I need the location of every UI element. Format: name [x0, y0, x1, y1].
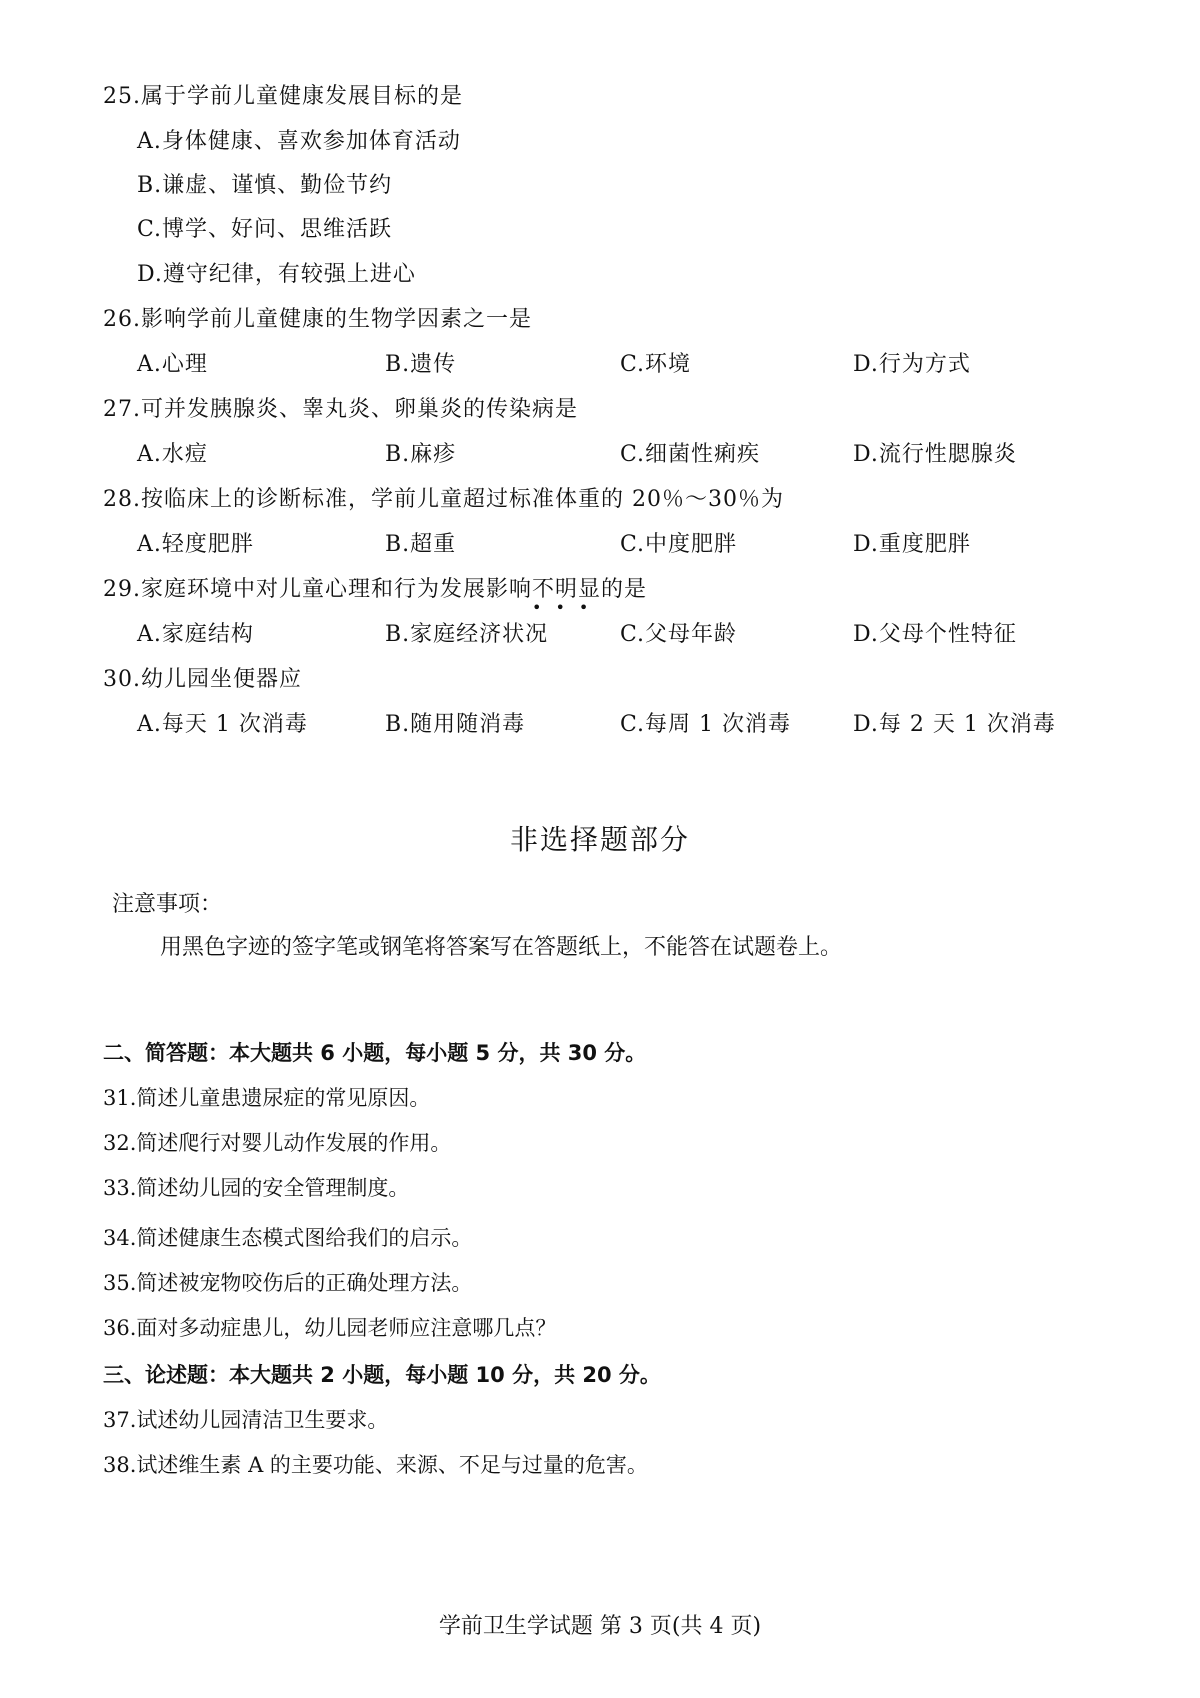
question-28	[103, 485, 784, 515]
options-29	[0, 620, 1200, 650]
notice-label: 注意事项：	[112, 892, 223, 917]
option-25-a: A.身体健康、喜欢参加体育活动	[137, 129, 461, 154]
question-30	[103, 665, 302, 695]
question-text: 按临床上的诊断标准，学前儿童超过标准体重的 20％～30％为	[141, 487, 784, 512]
question-33: 33.简述幼儿园的安全管理制度。	[103, 1176, 410, 1200]
option-30-a: A.每天 1 次消毒	[137, 712, 308, 737]
option-25-b: B.谦虚、谨慎、勤俭节约	[137, 173, 393, 198]
option-28-c: C.中度肥胖	[620, 532, 738, 557]
section-heading-non-choice: 非选择题部分	[509, 823, 690, 856]
option-25-d: D.遵守纪律，有较强上进心	[137, 262, 416, 287]
options-30	[0, 710, 1200, 740]
option-28-d: D.重度肥胖	[853, 532, 971, 557]
option-29-c: C.父母年龄	[620, 622, 738, 647]
option-27-a: A.水痘	[137, 442, 208, 467]
part2-heading: 二、简答题：本大题共 6 小题，每小题 5 分，共 30 分。	[103, 1041, 647, 1065]
emphasis-word: 不明显	[532, 577, 602, 602]
question-34: 34.简述健康生态模式图给我们的启示。	[103, 1226, 473, 1250]
question-38: 38.试述维生素 A 的主要功能、来源、不足与过量的危害。	[103, 1453, 648, 1477]
question-37: 37.试述幼儿园清洁卫生要求。	[103, 1408, 389, 1432]
question-29	[103, 575, 648, 617]
page-footer: 学前卫生学试题 第 3 页(共 4 页)	[438, 1614, 762, 1639]
option-27-c: C.细菌性痢疾	[620, 442, 761, 467]
question-26	[103, 305, 532, 335]
option-28-b: B.超重	[385, 532, 457, 557]
question-number: 29.	[103, 577, 141, 602]
options-27	[0, 440, 1200, 470]
part3-heading: 三、论述题：本大题共 2 小题，每小题 10 分，共 20 分。	[103, 1363, 661, 1387]
option-26-d: D.行为方式	[853, 352, 971, 377]
emphasized-text	[532, 577, 603, 617]
question-36: 36.面对多动症患儿，幼儿园老师应注意哪几点？	[103, 1316, 557, 1340]
option-29-b: B.家庭经济状况	[385, 622, 549, 647]
options-28	[0, 530, 1200, 560]
question-text: 属于学前儿童健康发展目标的是	[141, 84, 464, 109]
option-27-b: B.麻疹	[385, 442, 457, 467]
option-30-c: C.每周 1 次消毒	[620, 712, 792, 737]
question-text: 影响学前儿童健康的生物学因素之一是	[141, 307, 533, 332]
option-29-a: A.家庭结构	[137, 622, 254, 647]
option-26-a: A.心理	[137, 352, 208, 377]
emphasis-dots: •••	[532, 598, 603, 617]
question-text-before: 家庭环境中对儿童心理和行为发展影响	[141, 577, 533, 602]
option-30-b: B.随用随消毒	[385, 712, 526, 737]
options-26	[0, 350, 1200, 380]
question-number: 27.	[103, 397, 141, 422]
question-number: 25.	[103, 84, 141, 109]
question-25	[103, 82, 463, 112]
question-text-after: 的是	[601, 577, 648, 602]
option-25-c: C.博学、好问、思维活跃	[137, 217, 393, 242]
question-35: 35.简述被宠物咬伤后的正确处理方法。	[103, 1271, 473, 1295]
option-30-d: D.每 2 天 1 次消毒	[853, 712, 1056, 737]
option-28-a: A.轻度肥胖	[137, 532, 254, 557]
question-text: 幼儿园坐便器应	[141, 667, 303, 692]
question-27	[103, 395, 578, 425]
option-26-c: C.环境	[620, 352, 692, 377]
option-29-d: D.父母个性特征	[853, 622, 1017, 647]
option-27-d: D.流行性腮腺炎	[853, 442, 1017, 467]
question-31: 31.简述儿童患遗尿症的常见原因。	[103, 1086, 431, 1110]
option-26-b: B.遗传	[385, 352, 457, 377]
question-32: 32.简述爬行对婴儿动作发展的作用。	[103, 1131, 452, 1155]
notice-text: 用黑色字迹的签字笔或钢笔将答案写在答题纸上，不能答在试题卷上。	[160, 935, 843, 960]
question-number: 28.	[103, 487, 141, 512]
question-number: 30.	[103, 667, 141, 692]
question-number: 26.	[103, 307, 141, 332]
question-text: 可并发胰腺炎、睾丸炎、卵巢炎的传染病是	[141, 397, 579, 422]
